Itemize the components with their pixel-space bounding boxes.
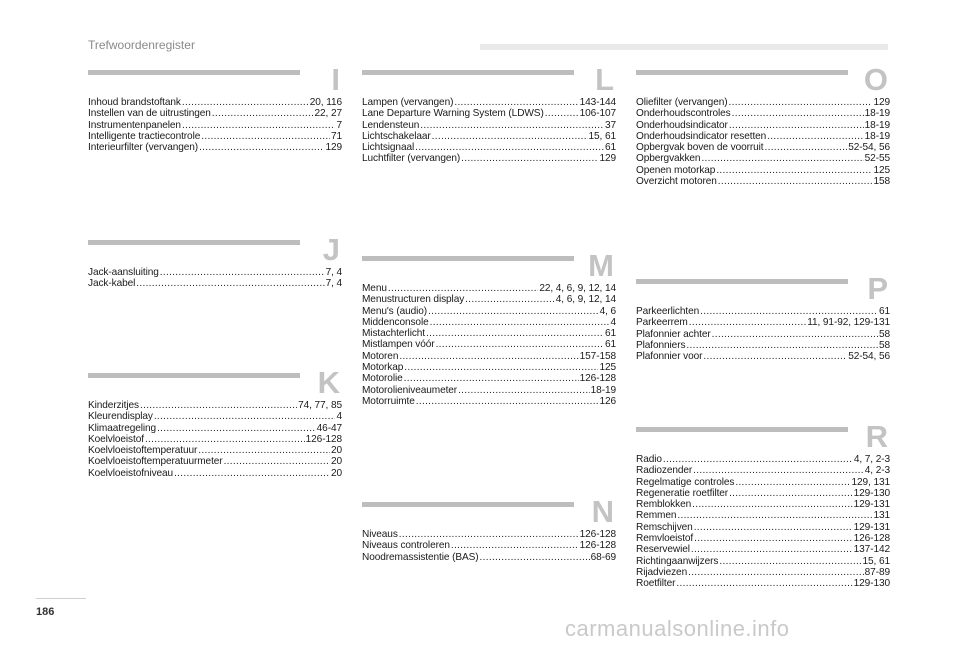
- dot-leader: [663, 454, 853, 465]
- index-term: Menu: [362, 283, 387, 294]
- dot-leader: [700, 306, 878, 317]
- index-entry[interactable]: [88, 278, 342, 289]
- section-divider: [636, 70, 848, 75]
- index-pages: 18-19: [864, 130, 890, 142]
- index-pages: 126-128: [305, 433, 342, 445]
- index-term: Koelvloeistoftemperatuur: [88, 445, 198, 457]
- index-pages: 58: [878, 339, 890, 351]
- index-pages: 4: [610, 316, 616, 328]
- section-letter: P: [867, 271, 888, 306]
- dot-leader: [140, 400, 297, 411]
- dot-leader: [399, 351, 578, 362]
- dot-leader: [404, 362, 598, 373]
- index-pages: 18-19: [864, 119, 890, 131]
- dot-leader: [701, 153, 863, 164]
- index-entry[interactable]: [636, 510, 890, 521]
- index-entry[interactable]: [362, 120, 616, 131]
- index-pages: 22, 27: [314, 108, 342, 120]
- index-pages: 106-107: [579, 108, 616, 120]
- index-entry[interactable]: [362, 351, 616, 362]
- dot-leader: [764, 142, 847, 153]
- dot-leader: [388, 283, 538, 294]
- index-pages: 157-158: [579, 350, 616, 362]
- dot-leader: [174, 468, 330, 479]
- index-pages: 15, 61: [588, 130, 616, 142]
- index-pages: 4, 6, 9, 12, 14: [555, 294, 616, 306]
- section-letter: J: [322, 232, 340, 267]
- index-entry[interactable]: [88, 445, 342, 456]
- index-entry[interactable]: [636, 578, 890, 589]
- index-entry[interactable]: [362, 552, 616, 563]
- dot-leader: [451, 540, 579, 551]
- index-term: Niveaus controleren: [362, 540, 450, 552]
- index-pages: 7, 4: [325, 278, 342, 290]
- index-pages: 4, 2-3: [864, 465, 890, 477]
- index-term: Menu's (audio): [362, 305, 428, 317]
- dot-leader: [420, 120, 604, 131]
- index-entry[interactable]: [362, 131, 616, 142]
- section-letter: K: [317, 365, 340, 400]
- index-entry[interactable]: [362, 97, 616, 108]
- dot-leader: [454, 97, 578, 108]
- index-entry[interactable]: [88, 468, 342, 479]
- section-letter: I: [331, 62, 340, 97]
- index-entry[interactable]: [636, 131, 890, 142]
- dot-leader: [688, 567, 864, 578]
- index-term: Regelmatige controles: [636, 476, 735, 488]
- index-term: Motorolie: [362, 373, 403, 385]
- index-entry[interactable]: [636, 567, 890, 578]
- section-divider: [362, 70, 574, 75]
- index-entry[interactable]: [362, 396, 616, 407]
- dot-leader: [729, 120, 864, 131]
- index-term: Inhoud brandstoftank: [88, 97, 181, 108]
- section-letter: M: [588, 248, 614, 283]
- index-pages: 52-54, 56: [848, 142, 890, 154]
- index-pages: 11, 91-92, 129-131: [807, 317, 890, 329]
- index-entry[interactable]: [88, 108, 342, 119]
- dot-leader: [689, 317, 807, 328]
- index-pages: 71: [330, 130, 342, 142]
- index-pages: 61: [878, 306, 890, 317]
- index-pages: 22, 4, 6, 9, 12, 14: [539, 283, 616, 294]
- index-entry[interactable]: [636, 329, 890, 340]
- index-term: Instellen van de uitrustingen: [88, 108, 211, 120]
- index-entry[interactable]: [362, 142, 616, 153]
- dot-leader: [703, 351, 847, 362]
- index-term: Rijadviezen: [636, 566, 688, 578]
- dot-leader: [136, 278, 324, 289]
- index-pages: 129-130: [853, 578, 890, 590]
- index-term: Remblokken: [636, 499, 692, 511]
- dot-leader: [712, 329, 878, 340]
- dot-leader: [199, 142, 324, 153]
- dot-leader: [224, 456, 330, 467]
- index-pages: 158: [873, 176, 890, 188]
- dot-leader: [728, 97, 872, 108]
- index-term: Motorkap: [362, 362, 404, 374]
- page-number: 186: [36, 606, 55, 618]
- index-pages: 18-19: [590, 384, 616, 396]
- index-entry[interactable]: [636, 556, 890, 567]
- index-pages: 7: [336, 119, 342, 131]
- dot-leader: [691, 544, 853, 555]
- index-entry[interactable]: [362, 328, 616, 339]
- index-pages: 126-128: [853, 533, 890, 545]
- index-pages: 129-131: [853, 499, 890, 511]
- index-entry[interactable]: [362, 317, 616, 328]
- dot-leader: [154, 411, 336, 422]
- index-term: Interieurfilter (vervangen): [88, 142, 199, 154]
- index-pages: 125: [873, 164, 890, 176]
- index-pages: 143-144: [579, 97, 616, 108]
- dot-leader: [693, 465, 864, 476]
- dot-leader: [436, 339, 604, 350]
- index-entry[interactable]: [88, 456, 342, 467]
- section-divider: [88, 70, 300, 75]
- index-pages: 20, 116: [309, 97, 342, 108]
- index-entry[interactable]: [636, 317, 890, 328]
- dot-leader: [404, 373, 579, 384]
- index-term: Lichtschakelaar: [362, 130, 431, 142]
- index-entry[interactable]: [636, 488, 890, 499]
- index-pages: 129: [325, 142, 342, 154]
- index-term: Luchtfilter (vervangen): [362, 153, 461, 165]
- index-entry[interactable]: [636, 533, 890, 544]
- dot-leader: [182, 97, 309, 108]
- index-pages: 126-128: [579, 540, 616, 552]
- index-term: Onderhoudsindicator resetten: [636, 130, 767, 142]
- index-pages: 129: [599, 153, 616, 165]
- index-pages: 87-89: [864, 566, 890, 578]
- index-pages: 137-142: [853, 544, 890, 556]
- index-term: Parkeerlichten: [636, 306, 700, 317]
- dot-leader: [716, 165, 872, 176]
- index-term: Richtingaanwijzers: [636, 555, 719, 567]
- index-entry[interactable]: [636, 142, 890, 153]
- index-term: Middenconsole: [362, 316, 429, 328]
- index-pages: 4: [336, 411, 342, 423]
- dot-leader: [694, 533, 853, 544]
- section-j: [88, 232, 342, 290]
- index-term: Regeneratie roetfilter: [636, 487, 729, 499]
- section-letter: L: [595, 62, 614, 97]
- index-term: Lendensteun: [362, 119, 420, 131]
- dot-leader: [430, 317, 610, 328]
- dot-leader: [767, 131, 863, 142]
- index-term: Onderhoudscontroles: [636, 108, 731, 120]
- dot-leader: [426, 328, 604, 339]
- section-letter: O: [863, 62, 888, 97]
- index-term: Lichtsignaal: [362, 142, 415, 154]
- index-term: Opbergvak boven de voorruit: [636, 142, 764, 154]
- index-term: Lampen (vervangen): [362, 97, 454, 108]
- index-term: Motorolieniveaumeter: [362, 384, 458, 396]
- index-pages: 68-69: [590, 551, 616, 563]
- index-term: Mistachterlicht: [362, 328, 426, 340]
- index-pages: 126-128: [579, 529, 616, 540]
- index-entry[interactable]: [88, 120, 342, 131]
- index-entry[interactable]: [362, 362, 616, 373]
- index-term: Radiozender: [636, 465, 693, 477]
- index-entry[interactable]: [636, 544, 890, 555]
- dot-leader: [458, 385, 590, 396]
- index-term: Plafonniers: [636, 339, 686, 351]
- watermark: carmanualsonline.info: [565, 616, 790, 641]
- index-term: Lane Departure Warning System (LDWS): [362, 108, 544, 120]
- section-n: [362, 494, 616, 563]
- index-entry[interactable]: [636, 153, 890, 164]
- index-pages: 37: [604, 119, 616, 131]
- index-pages: 15, 61: [862, 555, 890, 567]
- index-entry[interactable]: [362, 529, 616, 540]
- dot-leader: [677, 510, 872, 521]
- index-entry[interactable]: [636, 351, 890, 362]
- index-pages: 129, 131: [851, 476, 890, 488]
- index-entry[interactable]: [636, 120, 890, 131]
- index-term: Overzicht motoren: [636, 176, 717, 188]
- index-term: Intelligente tractiecontrole: [88, 130, 201, 142]
- index-entry[interactable]: [362, 294, 616, 305]
- footer-rule: [36, 598, 86, 599]
- index-entry[interactable]: [362, 373, 616, 384]
- index-term: Koelvloeistofniveau: [88, 467, 174, 479]
- index-pages: 20: [330, 467, 342, 479]
- index-term: Motoren: [362, 350, 399, 362]
- index-term: Opbergvakken: [636, 153, 701, 165]
- index-pages: 131: [873, 510, 890, 522]
- index-entry[interactable]: [636, 108, 890, 119]
- dot-leader: [732, 108, 864, 119]
- index-entry[interactable]: [362, 153, 616, 164]
- index-term: Noodremassistentie (BAS): [362, 551, 479, 563]
- section-divider: [362, 256, 574, 261]
- index-pages: 20: [330, 456, 342, 468]
- index-entry[interactable]: [88, 411, 342, 422]
- index-pages: 7, 4: [325, 267, 342, 278]
- index-entry[interactable]: [362, 306, 616, 317]
- index-pages: 18-19: [864, 108, 890, 120]
- index-entry[interactable]: [362, 540, 616, 551]
- page-title: Trefwoordenregister: [88, 38, 195, 52]
- dot-leader: [686, 340, 878, 351]
- index-entry[interactable]: [88, 400, 342, 411]
- index-term: Instrumentenpanelen: [88, 119, 181, 131]
- index-term: Klimaatregeling: [88, 422, 157, 434]
- index-pages: 129: [873, 97, 890, 108]
- index-term: Remvloeistof: [636, 533, 694, 545]
- index-entry[interactable]: [88, 142, 342, 153]
- dot-leader: [461, 153, 598, 164]
- dot-leader: [735, 477, 850, 488]
- dot-leader: [676, 578, 852, 589]
- index-term: Plafonnier voor: [636, 351, 703, 363]
- dot-leader: [694, 522, 853, 533]
- index-entry[interactable]: [636, 340, 890, 351]
- dot-leader: [145, 434, 305, 445]
- index-term: Plafonnier achter: [636, 328, 711, 340]
- section-letter: R: [865, 419, 888, 454]
- index-pages: 74, 77, 85: [298, 400, 342, 411]
- dot-leader: [545, 108, 579, 119]
- index-pages: 61: [604, 328, 616, 340]
- index-term: Kleurendisplay: [88, 411, 153, 423]
- index-pages: 126: [599, 395, 616, 407]
- section-letter: N: [591, 494, 614, 529]
- index-entry[interactable]: [636, 477, 890, 488]
- index-entry[interactable]: [636, 522, 890, 533]
- index-entry[interactable]: [88, 267, 342, 278]
- dot-leader: [718, 176, 873, 187]
- index-pages: 52-54, 56: [848, 351, 890, 363]
- section-divider: [362, 502, 574, 507]
- index-term: Koelvloeistof: [88, 433, 144, 445]
- section-k: [88, 365, 342, 479]
- index-term: Koelvloeistoftemperatuurmeter: [88, 456, 223, 468]
- dot-leader: [692, 499, 853, 510]
- index-term: Remmen: [636, 510, 677, 522]
- dot-leader: [198, 445, 330, 456]
- index-entry[interactable]: [88, 97, 342, 108]
- index-term: Menustructuren display: [362, 294, 465, 306]
- index-term: Onderhoudsindicator: [636, 119, 728, 131]
- index-term: Oliefilter (vervangen): [636, 97, 728, 108]
- index-pages: 20: [330, 445, 342, 457]
- index-pages: 61: [604, 339, 616, 351]
- index-term: Parkeerrem: [636, 317, 688, 329]
- index-term: Radio: [636, 454, 662, 465]
- index-term: Openen motorkap: [636, 164, 716, 176]
- header-rule: [480, 44, 888, 50]
- index-pages: 125: [599, 362, 616, 374]
- index-pages: 61: [604, 142, 616, 154]
- index-entry[interactable]: [636, 306, 890, 317]
- section-p: [636, 271, 890, 363]
- index-pages: 129-131: [853, 521, 890, 533]
- dot-leader: [157, 423, 316, 434]
- index-term: Roetfilter: [636, 578, 676, 590]
- section-m: [362, 248, 616, 407]
- index-entry[interactable]: [636, 454, 890, 465]
- section-divider: [636, 427, 848, 432]
- section-r: [636, 419, 890, 590]
- section-divider: [88, 373, 300, 378]
- index-pages: 126-128: [579, 373, 616, 385]
- section-i: [88, 62, 342, 154]
- index-pages: 4, 6: [599, 305, 616, 317]
- index-entry[interactable]: [362, 339, 616, 350]
- dot-leader: [212, 108, 314, 119]
- index-pages: 129-130: [853, 487, 890, 499]
- index-entry[interactable]: [636, 499, 890, 510]
- index-entry[interactable]: [88, 423, 342, 434]
- index-entry[interactable]: [636, 465, 890, 476]
- index-term: Kinderzitjes: [88, 400, 139, 411]
- index-entry[interactable]: [636, 176, 890, 187]
- dot-leader: [465, 294, 555, 305]
- index-entry[interactable]: [362, 283, 616, 294]
- dot-leader: [480, 552, 590, 563]
- index-entry[interactable]: [362, 385, 616, 396]
- index-pages: 52-55: [864, 153, 890, 165]
- index-entry[interactable]: [636, 165, 890, 176]
- section-o: [636, 62, 890, 188]
- index-term: Jack-kabel: [88, 278, 136, 290]
- dot-leader: [399, 529, 579, 540]
- section-l: [362, 62, 616, 165]
- index-term: Mistlampen vóór: [362, 339, 435, 351]
- dot-leader: [719, 556, 861, 567]
- index-term: Niveaus: [362, 529, 398, 540]
- section-divider: [636, 279, 848, 284]
- section-divider: [88, 240, 300, 245]
- index-entry[interactable]: [88, 434, 342, 445]
- index-term: Remschijven: [636, 521, 693, 533]
- index-term: Motorruimte: [362, 395, 415, 407]
- index-pages: 58: [878, 328, 890, 340]
- index-pages: 4, 7, 2-3: [853, 454, 890, 465]
- dot-leader: [415, 142, 604, 153]
- index-pages: 46-47: [316, 422, 342, 434]
- index-entry[interactable]: [362, 108, 616, 119]
- index-entry[interactable]: [88, 131, 342, 142]
- index-term: Reservewiel: [636, 544, 690, 556]
- dot-leader: [160, 267, 325, 278]
- dot-leader: [729, 488, 853, 499]
- dot-leader: [182, 120, 336, 131]
- index-entry[interactable]: [636, 97, 890, 108]
- dot-leader: [416, 396, 599, 407]
- index-term: Jack-aansluiting: [88, 267, 159, 278]
- dot-leader: [428, 306, 599, 317]
- dot-leader: [201, 131, 330, 142]
- dot-leader: [432, 131, 588, 142]
